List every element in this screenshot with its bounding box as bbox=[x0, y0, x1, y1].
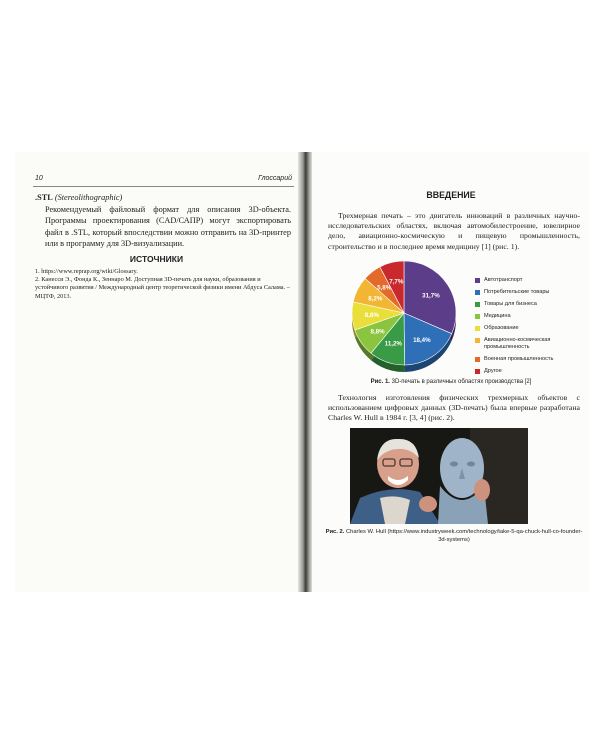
legend-item bbox=[475, 337, 583, 351]
legend-label: Авиационно-космическая промышленность bbox=[484, 337, 551, 350]
pie-slice-label: 11,2% bbox=[384, 340, 402, 348]
figure-2-text: Charles W. Hull (https://www.industryweek.com/technology/take-5-qa-chuck-hull-co-founder-3d-systems) bbox=[345, 529, 583, 543]
pie-chart bbox=[332, 257, 482, 377]
glossary-entry-stl bbox=[35, 192, 291, 249]
glossary-definition: Рекомендуемый файловый формат для описания 3D-объекта. Программы проектирования (CAD/САПР) могут экспортировать файл в .STL, который впоследствии можно отправить на 3D-принтер или в программу для 3D-визуализации. bbox=[45, 205, 291, 248]
glossary-term: .STL bbox=[35, 193, 53, 202]
page-number: 10 bbox=[35, 175, 43, 182]
section-title: ВВЕДЕНИЕ bbox=[426, 190, 476, 200]
left-page bbox=[15, 152, 298, 592]
legend-item bbox=[475, 313, 583, 320]
legend-swatch bbox=[475, 357, 480, 362]
pie-chart-figure bbox=[332, 257, 582, 377]
glossary-term-paren: (Stereolithographic) bbox=[54, 193, 123, 202]
pie-slice-label: 18,4% bbox=[413, 336, 431, 344]
legend-label: Другое bbox=[484, 368, 502, 374]
legend-label: Автотранспорт bbox=[484, 277, 523, 283]
figure-2-caption bbox=[324, 528, 584, 544]
legend-item bbox=[475, 301, 583, 308]
source-item: 1. https://www.reprap.org/wiki/Glossary. bbox=[35, 268, 138, 275]
legend-item bbox=[475, 289, 583, 296]
history-paragraph: Технология изготовления физических трехмерных объектов с использованием цифровых данных (3D-печать) была впервые разработана Charles W. Hull в 1984 г. [3, 4] (рис. 2). bbox=[328, 393, 580, 423]
header-rule bbox=[33, 186, 294, 187]
legend-item bbox=[475, 325, 583, 332]
legend-swatch bbox=[475, 278, 480, 283]
legend-item bbox=[475, 368, 583, 375]
figure-1-caption bbox=[312, 379, 590, 385]
legend-item bbox=[475, 356, 583, 363]
sources-heading: ИСТОЧНИКИ bbox=[129, 254, 184, 264]
source-item: 2. Канесси Э., Фонда К., Зеннаро М. Доступная 3D-печать для науки, образования и устойчивого развития / Международный центр теоретической физики имени Абдуса Салама. – МЦТФ, 2013. bbox=[35, 276, 290, 300]
intro-paragraph: Трехмерная печать – это двигатель инноваций в различных научно-исследовательских областях, включая автомобилестроение, ювелирное дело, авиационно-космическую и пищевую промышленность, строительство и в последнее время медицину [1] (рис. 1). bbox=[328, 211, 580, 251]
pie-slice-label: 31,7% bbox=[422, 292, 440, 300]
legend-swatch bbox=[475, 338, 480, 343]
figure-2-label: Рис. 2. bbox=[325, 529, 345, 535]
pie-slice-label: 8,2% bbox=[368, 295, 383, 303]
pie-slice-label: 8,8% bbox=[364, 311, 379, 319]
legend-swatch bbox=[475, 302, 480, 307]
legend-label: Товары для бизнеса bbox=[484, 301, 537, 307]
legend-label: Военная промышленность bbox=[484, 356, 554, 362]
legend-label: Образование bbox=[484, 325, 519, 331]
legend-swatch bbox=[475, 290, 480, 295]
figure-1-label: Рис. 1. bbox=[370, 379, 390, 385]
legend-item bbox=[475, 277, 583, 284]
charles-hull-photo bbox=[350, 428, 528, 524]
legend-label: Потребительские товары bbox=[484, 289, 550, 295]
sources-list bbox=[35, 268, 291, 301]
figure-1-text: 3D-печать в различных областях производства [2] bbox=[391, 379, 532, 385]
right-page bbox=[312, 152, 590, 592]
legend-swatch bbox=[475, 326, 480, 331]
legend-swatch bbox=[475, 369, 480, 374]
running-head: Глоссарий bbox=[258, 175, 292, 182]
pie-slice-label: 8,8% bbox=[370, 328, 385, 336]
pie-slice-label: 7,7% bbox=[389, 278, 404, 286]
pie-slice-label: 5,8% bbox=[377, 284, 392, 292]
chart-legend bbox=[475, 277, 583, 380]
legend-swatch bbox=[475, 314, 480, 319]
book-spine bbox=[298, 152, 312, 592]
legend-label: Медицина bbox=[484, 313, 511, 319]
book-spread bbox=[15, 152, 590, 592]
